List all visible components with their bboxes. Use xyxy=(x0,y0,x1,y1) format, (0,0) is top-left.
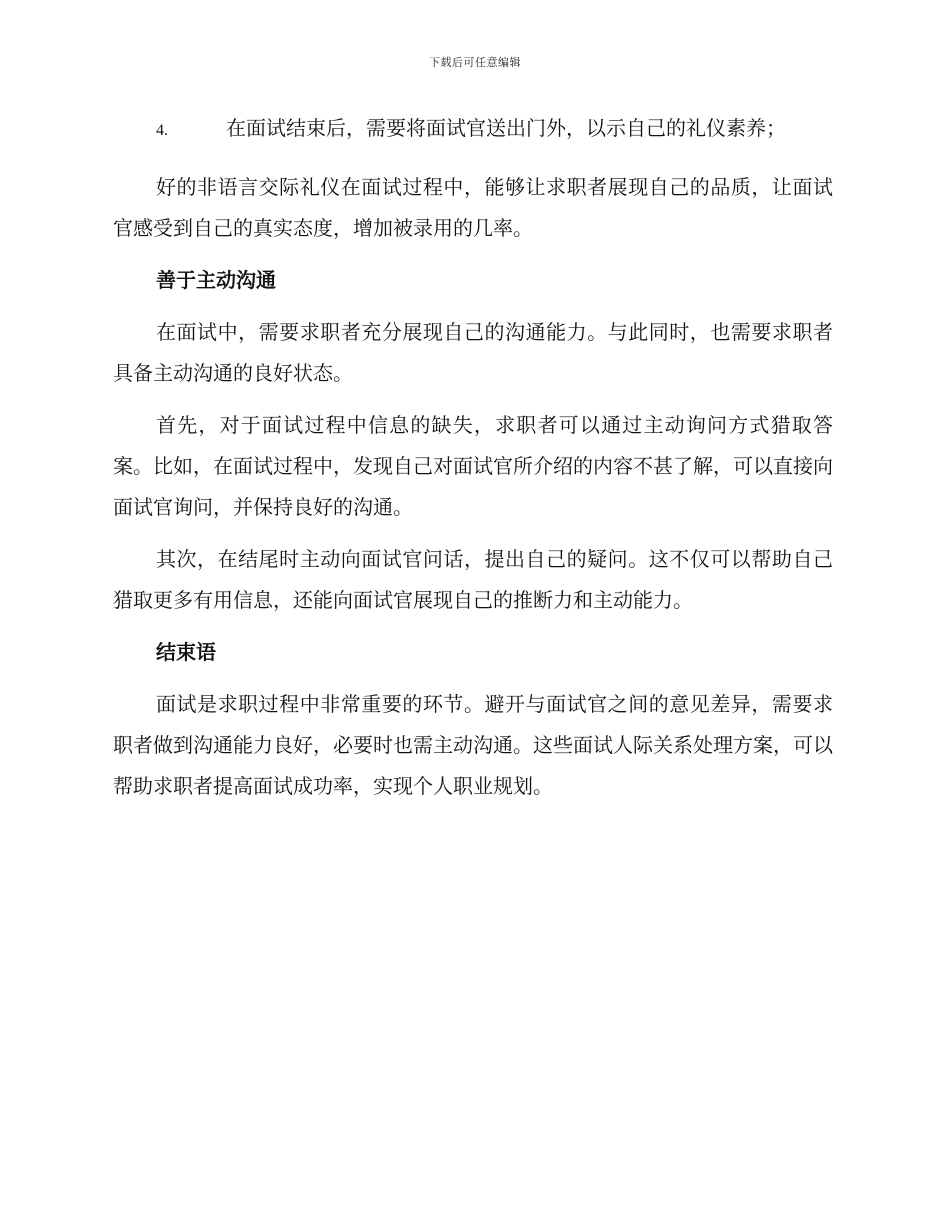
section-heading-conclusion: 结束语 xyxy=(156,640,216,664)
section-heading-communication: 善于主动沟通 xyxy=(156,268,276,292)
list-item-4 xyxy=(113,108,833,151)
paragraph-closing-questions: 其次，在结尾时主动向面试官问话，提出自己的疑问。这不仅可以帮助自己猎取更多有用信息，还能向面试官展现自己的推断力和主动能力。 xyxy=(113,547,833,612)
paragraph-ask-questions: 首先，对于面试过程中信息的缺失，求职者可以通过主动询问方式猎取答案。比如，在面试过程中，发现自己对面试官所介绍的内容不甚了解，可以直接向面试官询问，并保持良好的沟通。 xyxy=(113,413,833,519)
list-item-text: 在面试结束后，需要将面试官送出门外，以示自己的礼仪素养； xyxy=(226,116,786,140)
header-note: 下载后可任意编辑 xyxy=(429,56,521,69)
list-item-number: 4. xyxy=(156,122,168,139)
paragraph-conclusion: 面试是求职过程中非常重要的环节。避开与面试官之间的意见差异，需要求职者做到沟通能力良好，必要时也需主动沟通。这些面试人际关系处理方案，可以帮助求职者提高面试成功率，实现个人职业规划。 xyxy=(113,692,833,798)
paragraph-nonverbal-etiquette: 好的非语言交际礼仪在面试过程中，能够让求职者展现自己的品质，让面试官感受到自己的真实态度，增加被录用的几率。 xyxy=(113,175,833,240)
paragraph-communication-ability: 在面试中，需要求职者充分展现自己的沟通能力。与此同时，也需要求职者具备主动沟通的良好状态。 xyxy=(113,320,833,385)
document-body xyxy=(113,108,833,818)
